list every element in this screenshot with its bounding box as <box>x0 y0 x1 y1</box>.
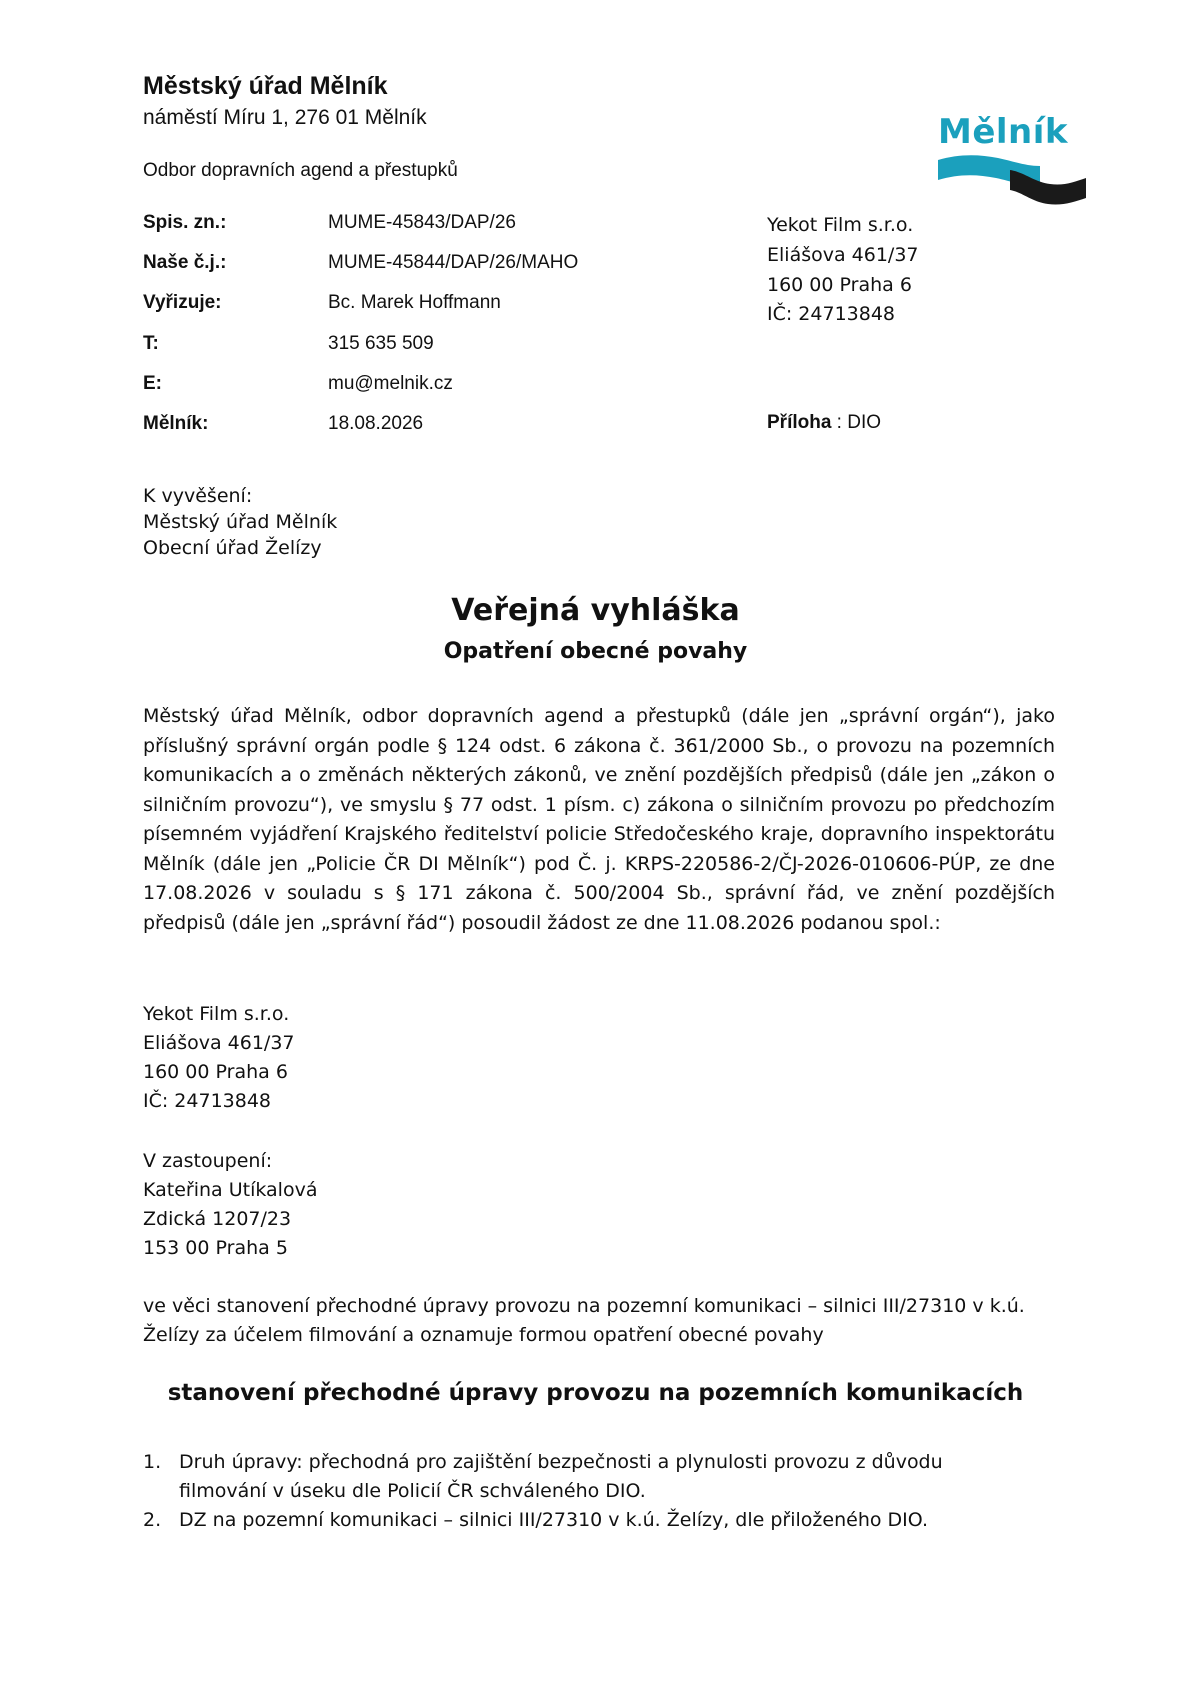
meta-value-our-ref: MUME-45844/DAP/26/MAHO <box>328 252 579 273</box>
matter-line-2: Želízy za účelem filmování a oznamuje formou opatření obecné povahy <box>143 1324 824 1346</box>
meta-value-file-ref: MUME-45843/DAP/26 <box>328 212 516 233</box>
meta-label-our-ref: Naše č.j.: <box>143 252 227 273</box>
list-item-number: 1. <box>143 1451 162 1473</box>
representative-street: Zdická 1207/23 <box>143 1208 292 1230</box>
attachment-value: : DIO <box>831 412 882 433</box>
department-name: Odbor dopravních agend a přestupků <box>143 160 458 181</box>
recipient-id: IČ: 24713848 <box>767 303 896 325</box>
meta-label-phone: T: <box>143 333 159 354</box>
recipient-street: Eliášova 461/37 <box>767 244 919 266</box>
posting-office-1: Městský úřad Mělník <box>143 511 338 533</box>
decision-heading: stanovení přechodné úpravy provozu na pozemních komunikacích <box>167 1380 1024 1406</box>
list-item-text: Druh úpravy: přechodná pro zajištění bezpečnosti a plynulosti provozu z důvodu <box>179 1451 943 1473</box>
applicant-name: Yekot Film s.r.o. <box>143 1003 290 1025</box>
applicant-street: Eliášova 461/37 <box>143 1032 295 1054</box>
logo-text: Mělník <box>938 112 1069 152</box>
meta-label-handler: Vyřizuje: <box>143 292 222 313</box>
posting-heading: K vyvěšení: <box>143 485 253 507</box>
meta-label-file-ref: Spis. zn.: <box>143 212 227 233</box>
document-title: Veřejná vyhláška <box>451 593 740 628</box>
meta-value-date: 18.08.2026 <box>328 413 424 434</box>
applicant-id: IČ: 24713848 <box>143 1090 272 1112</box>
meta-label-email: E: <box>143 373 162 394</box>
office-address: náměstí Míru 1, 276 01 Mělník <box>143 106 427 129</box>
meta-value-email: mu@melnik.cz <box>328 373 453 394</box>
list-item-text: filmování v úseku dle Policií ČR schváleného DIO. <box>179 1480 646 1502</box>
document-subtitle: Opatření obecné povahy <box>443 639 748 664</box>
list-item-text: DZ na pozemní komunikaci – silnici III/27310 v k.ú. Želízy, dle přiloženého DIO. <box>179 1509 928 1531</box>
representative-heading: V zastoupení: <box>143 1150 273 1172</box>
attachment-line <box>767 412 881 434</box>
representative-city: 153 00 Praha 5 <box>143 1237 288 1259</box>
office-name: Městský úřad Mělník <box>143 72 388 100</box>
matter-line-1: ve věci stanovení přechodné úpravy provozu na pozemní komunikaci – silnici III/27310 v k.ú. <box>143 1295 1025 1317</box>
list-item-number: 2. <box>143 1509 162 1531</box>
recipient-name: Yekot Film s.r.o. <box>767 214 914 236</box>
applicant-city: 160 00 Praha 6 <box>143 1061 288 1083</box>
meta-value-phone: 315 635 509 <box>328 333 434 354</box>
representative-name: Kateřina Utíkalová <box>143 1179 318 1201</box>
meta-label-date: Mělník: <box>143 413 209 434</box>
melnik-logo <box>938 112 1086 216</box>
posting-office-2: Obecní úřad Želízy <box>143 537 322 559</box>
attachment-label: Příloha <box>767 412 832 433</box>
intro-paragraph: Městský úřad Mělník, odbor dopravních agend a přestupků (dále jen „správní orgán“), jako příslušný správní orgán podle § 124 odst. 6 zákona č. 361/2000 Sb., o provozu na pozemních komunikacích a o změnách některých zákonů, ve znění pozdějších předpisů (dále jen „zákon o silničním provozu“), ve smyslu § 77 odst. 1 písm. c) zákona o silničním provozu po předchozím písemném vyjádření Krajského ředitelství policie Středočeského kraje, dopravního inspektorátu Mělník (dále jen „Policie ČR DI Mělník“) pod Č. j. KRPS-220586-2/ČJ-2026-010606-PÚP, ze dne 17.08.2026 v souladu s § 171 zákona č. 500/2004 Sb., správní řád, ve znění pozdějších předpisů (dále jen „správní řád“) posoudil žádost ze dne 11.08.2026 podanou spol.: <box>143 705 1055 934</box>
recipient-city: 160 00 Praha 6 <box>767 274 912 296</box>
logo-wave-icon <box>938 112 1086 216</box>
meta-value-handler: Bc. Marek Hoffmann <box>328 292 501 313</box>
